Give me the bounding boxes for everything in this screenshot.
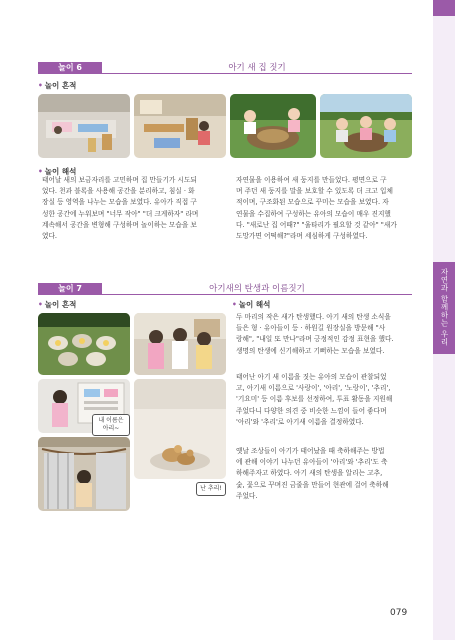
section7-trace-heading: • 놀이 흔적 (38, 300, 77, 309)
section6-analysis-heading: • 놀이 해석 (38, 167, 77, 176)
section7-number: 놀이 7 (38, 283, 102, 295)
photo-blanket-house (38, 94, 130, 158)
photo-baby-birds (134, 379, 226, 479)
photo-children-visit (134, 313, 226, 375)
side-tab (433, 0, 455, 640)
section7-para2: 태어난 아기 새 이름을 짓는 유아의 모습이 관찰되었 고, 아기새 이름으로 '사랑이', '아리', '노랑이', '추리', '기요미' 등 이름 후보를 선정하여, 투표 활동을 지원해 주었다니 다양한 의견 중 비슷한 느낌이 들어 좋다며 '아리'와 '추리'로 아기새 이름을 결정하였다. (236, 373, 393, 426)
side-chapter-label: 자연과 함께하는 우리 (440, 268, 449, 346)
section7-title: 아기새의 탄생과 이름짓기 (209, 284, 305, 294)
photo-block-rooms (134, 94, 226, 158)
page-number: 079 (390, 608, 408, 618)
photo-kumjul-door (38, 437, 130, 511)
section6-number: 놀이 6 (38, 62, 102, 74)
section6-trace-heading: • 놀이 흔적 (38, 81, 77, 90)
side-tab-band (433, 0, 455, 16)
speech-bubble-churi: 난 추리! (196, 482, 226, 496)
section6-title: 아기 새 집 짓기 (228, 63, 286, 73)
section7-header (38, 283, 412, 295)
photo-egg-nest-craft (38, 313, 130, 375)
section7-para1: 두 마리의 작은 새가 탄생했다. 아기 새의 탄생 소식을 들은 형 · 유아들이 등 · 하원길 원장실을 방문해 "사 랑해", "내일 또 만나"라며 긍정적인 감정 표현을 했다. 생명의 탄생에 신기해하고 기뻐하는 모습을 보였다. (236, 313, 394, 355)
speech-bubble-ari: 내 이름은 아리~ (92, 414, 130, 436)
section6-header (38, 62, 412, 74)
photo-nest-collecting (320, 94, 412, 158)
section6-analysis-right: 자연물을 이용하여 새 둥지를 만들었다. 평면으로 구 며 주던 새 둥지를 말을 보호할 수 있도록 더 크고 입체 적이며, 구조화된 모습으로 꾸미는 모습을 보였다. 자 연물을 수집하여 구성하는 유아의 모습이 매우 진지했 다. "새로난 집 어때?" "울타리가 필요할 것 같아" "새가 도망가면 어떡해?"라며 세심하게 구성하였다. (236, 176, 397, 241)
section6-analysis-left: 태어날 새의 보금자리를 고민하며 집 만들기가 시도되 었다. 천과 블록을 사용해 공간을 분리하고, 침실 · 화 장실 등 영역을 나누는 모습을 보였다. 유아가 직접 구 성한 공간에 누워보며 "너무 작아" "더 크게하자" 라며 계속해서 공간을 변형해 구성하며 놀이하는 모습을 보 였다. (42, 176, 199, 241)
section7-analysis-heading: • 놀이 해석 (232, 300, 271, 309)
photo-nature-nest (230, 94, 316, 158)
section7-para3: 옛날 조상들이 아기가 태어났을 때 축하해주는 방법 에 관해 이야기 나누던 유아들이 '아리'와 '추리'도 축 하해주자고 하였다. 아기 새의 탄생을 알리는 고추, 숯, 꽃으로 꾸며진 금줄을 만들어 현관에 걸어 축하해 주었다. (236, 447, 389, 500)
